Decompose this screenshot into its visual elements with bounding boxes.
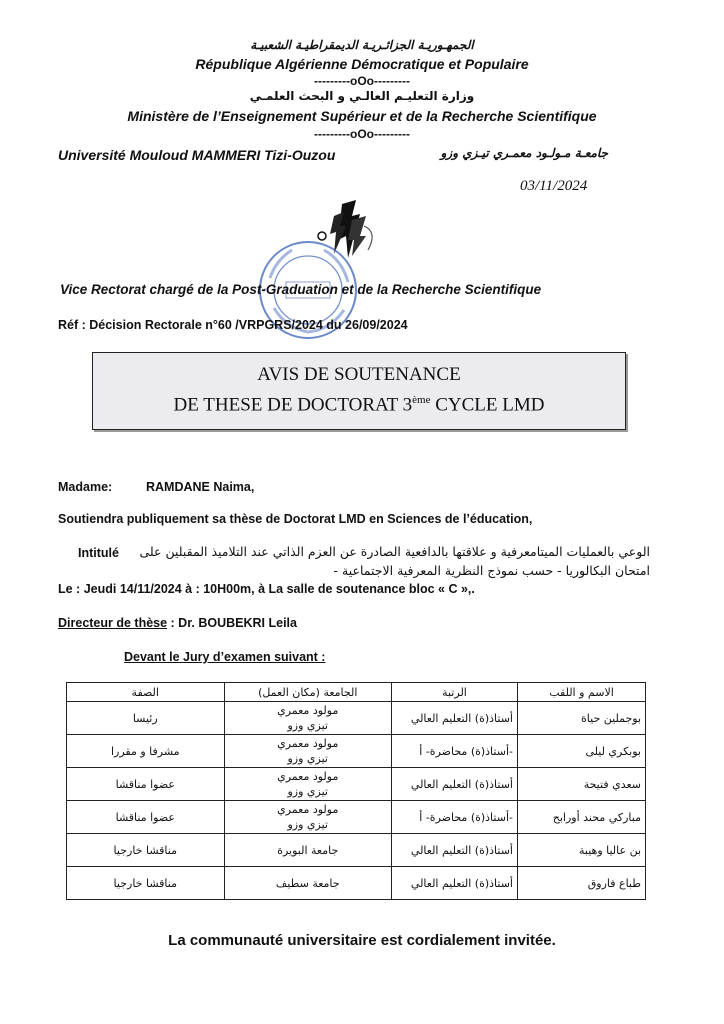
cell-role: رئيسا [67, 702, 225, 735]
cell-role: مناقشا خارجيا [67, 867, 225, 900]
republic-title-french: République Algérienne Démocratique et Populaire [195, 56, 529, 72]
civility-label: Madame: [58, 480, 113, 494]
table-row [67, 834, 646, 867]
document-date: 03/11/2024 [520, 178, 588, 194]
univ-line-1: مولود معمري [277, 704, 339, 717]
cell-name: بوجملين حياة [518, 702, 646, 735]
cell-name: سعدي فتيحة [518, 768, 646, 801]
table-row [67, 867, 646, 900]
univ-line-1: جامعة البويرة [277, 843, 339, 857]
ministry-title-arabic: وزارة التعليـم العالـي و البحث العلمـي [249, 89, 475, 103]
cell-grade: أستاذ(ة) التعليم العالي [391, 702, 517, 735]
avis-title-line-1: AVIS DE SOUTENANCE [257, 364, 461, 385]
table-row [67, 768, 646, 801]
table-row [67, 702, 646, 735]
avis-title-box [92, 352, 626, 430]
cell-university [224, 702, 391, 735]
intitule-label: Intitulé [78, 546, 119, 560]
univ-line-2: تيزي وزو [287, 719, 328, 732]
cell-grade: أستاذ(ة) محاضرة- أ- [391, 801, 517, 834]
university-name-french: Université Mouloud MAMMERI Tizi-Ouzou [58, 147, 336, 163]
cell-role: عضوا مناقشا [67, 801, 225, 834]
avis-line2-end: CYCLE LMD [430, 394, 545, 416]
header-grade: الرتبة [391, 683, 517, 702]
avis-title-line-2 [93, 387, 625, 418]
cell-name: طباع فاروق [518, 867, 646, 900]
table-row [67, 801, 646, 834]
avis-line2-superscript: ème [412, 394, 431, 406]
thesis-title-arabic: الوعي بالعمليات الميتامعرفية و علاقتها بالدافعية الصادرة عن العزم الذاتي عند التلاميذ المقبلين على امتحان البكالوريا - حسب نموذج النظرية المعرفية الاجتماعية - [139, 544, 650, 578]
separator-2: ---------oOo--------- [314, 127, 410, 141]
jury-table [66, 682, 646, 900]
univ-line-1: جامعة سطيف [275, 876, 340, 890]
cell-grade: أستاذ(ة) التعليم العالي [391, 834, 517, 867]
cell-university [224, 735, 391, 768]
cell-role: مشرفا و مقررا [67, 735, 225, 768]
vice-rectorat-line: Vice Rectorat chargé de la Post-Graduation et de la Recherche Scientifique [60, 282, 542, 297]
univ-line-2: تيزي وزو [287, 818, 328, 831]
director-label: Directeur de thèse [58, 616, 168, 630]
univ-line-2: تيزي وزو [287, 752, 328, 765]
republic-title-arabic: الجمهـوريـة الجزائـريـة الديمقراطيـة الشعبيـة [250, 38, 474, 52]
jury-intro: Devant le Jury d’examen suivant : [124, 650, 326, 664]
cell-name: مباركي محند أورابح [518, 801, 646, 834]
table-header-row [67, 683, 646, 702]
cell-name: بوبكري ليلى [518, 735, 646, 768]
defense-statement: Soutiendra publiquement sa thèse de Doctorat LMD en Sciences de l’éducation, [58, 512, 533, 526]
cell-university [224, 768, 391, 801]
ministry-title-french: Ministère de l’Enseignement Supérieur et de la Recherche Scientifique [127, 108, 597, 124]
invitation-line: La communauté universitaire est cordialement invitée. [168, 932, 556, 949]
univ-line-1: مولود معمري [277, 770, 339, 783]
univ-line-1: مولود معمري [277, 737, 339, 750]
schedule-line: Le : Jeudi 14/11/2024 à : 10H00m, à La salle de soutenance bloc « C »,. [58, 582, 475, 596]
director-line [58, 616, 297, 630]
cell-role: مناقشا خارجيا [67, 834, 225, 867]
cell-grade: أستاذ(ة) محاضرة- أ- [391, 735, 517, 768]
cell-grade: أستاذ(ة) التعليم العالي [391, 768, 517, 801]
cell-grade: أستاذ(ة) التعليم العالي [391, 867, 517, 900]
header-role: الصفة [67, 683, 225, 702]
header-university: الجامعة (مكان العمل) [224, 683, 391, 702]
cell-name: بن عاليا وهيبة [518, 834, 646, 867]
cell-role: عضوا مناقشا [67, 768, 225, 801]
cell-university [224, 834, 391, 867]
table-row [67, 735, 646, 768]
univ-line-2: تيزي وزو [287, 785, 328, 798]
avis-line2-main: DE THESE DE DOCTORAT 3 [173, 394, 413, 416]
cell-university [224, 867, 391, 900]
candidate-name: RAMDANE Naima, [146, 480, 255, 494]
reference-line: Réf : Décision Rectorale n°60 /VRPGRS/2024 du 26/09/2024 [58, 318, 408, 332]
header-name: الاسم و اللقب [518, 683, 646, 702]
director-value: : Dr. BOUBEKRI Leila [167, 616, 297, 630]
university-name-arabic: جامعـة مـولـود معمـري تيـزي وزو [440, 146, 608, 160]
separator-1: ---------oOo--------- [314, 74, 410, 88]
univ-line-1: مولود معمري [277, 803, 339, 816]
cell-university [224, 801, 391, 834]
